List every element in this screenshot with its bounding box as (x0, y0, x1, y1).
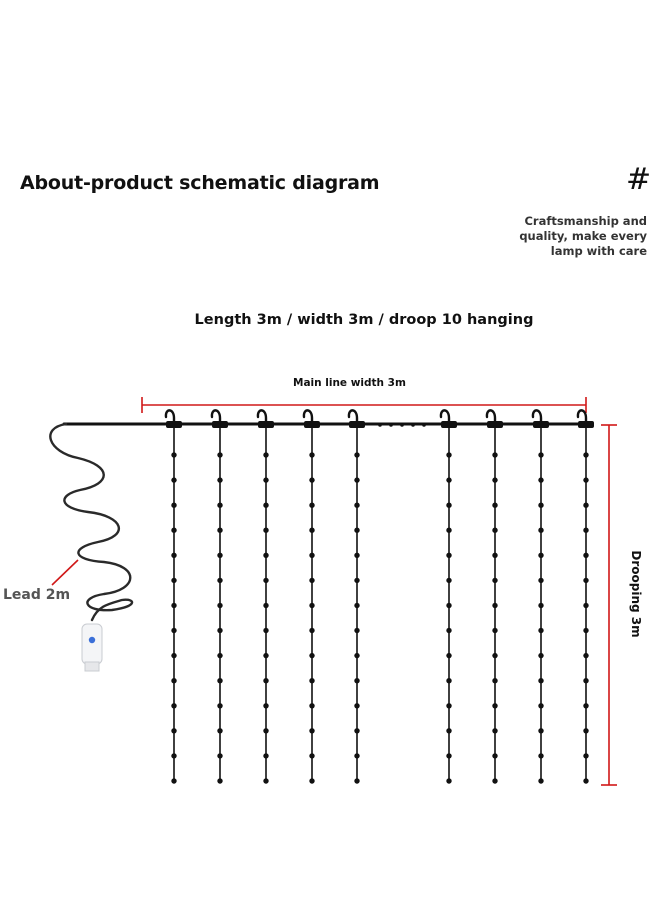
bulb-dot-icon (492, 703, 497, 708)
bulb-dot-icon (354, 553, 359, 558)
bulb-dot-icon (217, 603, 222, 608)
page-title: About-product schematic diagram (20, 172, 380, 194)
bulb-dot-icon (171, 628, 176, 633)
bulb-dot-icon (263, 578, 268, 583)
bulb-dot-icon (492, 528, 497, 533)
bulb-dot-icon (217, 653, 222, 658)
bulb-dot-icon (309, 578, 314, 583)
bulb-dot-icon (492, 452, 497, 457)
bulb-dot-icon (263, 603, 268, 608)
bulb-dot-icon (492, 678, 497, 683)
bulb-dot-icon (446, 553, 451, 558)
bulb-dot-icon (446, 653, 451, 658)
bulb-dot-icon (309, 452, 314, 457)
bulb-dot-icon (492, 753, 497, 758)
light-strand (441, 410, 457, 783)
bulb-dot-icon (492, 728, 497, 733)
bulb-dot-icon (538, 503, 543, 508)
bulb-dot-icon (309, 678, 314, 683)
bulb-dot-icon (354, 528, 359, 533)
bulb-dot-icon (309, 703, 314, 708)
bulb-dot-icon (538, 553, 543, 558)
bulb-dot-icon (492, 503, 497, 508)
bulb-dot-icon (171, 778, 176, 783)
bulb-dot-icon (492, 553, 497, 558)
bulb-dot-icon (583, 653, 588, 658)
light-strand (533, 410, 549, 783)
bulb-dot-icon (492, 477, 497, 482)
bulb-dot-icon (354, 477, 359, 482)
bulb-dot-icon (263, 753, 268, 758)
bulb-dot-icon (446, 578, 451, 583)
bulb-dot-icon (446, 753, 451, 758)
light-strand (349, 410, 365, 783)
bulb-dot-icon (538, 703, 543, 708)
bulb-dot-icon (583, 452, 588, 457)
bulb-dot-icon (309, 628, 314, 633)
bulb-dot-icon (583, 553, 588, 558)
bulb-dot-icon (171, 603, 176, 608)
light-strand (487, 410, 503, 783)
bulb-dot-icon (354, 703, 359, 708)
bulb-dot-icon (446, 628, 451, 633)
bulb-dot-icon (583, 528, 588, 533)
light-strand (212, 410, 228, 783)
bulb-dot-icon (309, 603, 314, 608)
light-strand (304, 410, 320, 783)
bulb-dot-icon (538, 753, 543, 758)
drooping-length-label: Drooping 3m (629, 550, 643, 638)
bulb-dot-icon (538, 653, 543, 658)
bulb-dot-icon (171, 578, 176, 583)
strand-clip (166, 421, 182, 428)
bulb-dot-icon (492, 628, 497, 633)
bulb-dot-icon (263, 503, 268, 508)
bulb-dot-icon (309, 728, 314, 733)
strand-clip (258, 421, 274, 428)
strand-clip (441, 421, 457, 428)
strand-clip (487, 421, 503, 428)
light-strand (258, 410, 274, 783)
bulb-dot-icon (538, 628, 543, 633)
lead-cable (50, 424, 132, 620)
bulb-dot-icon (217, 452, 222, 457)
bulb-dot-icon (538, 477, 543, 482)
bulb-dot-icon (171, 678, 176, 683)
bulb-dot-icon (217, 678, 222, 683)
bulb-dot-icon (354, 603, 359, 608)
bulb-dot-icon (538, 728, 543, 733)
width-dimension-line (142, 397, 586, 413)
bulb-dot-icon (446, 728, 451, 733)
bulb-dot-icon (217, 753, 222, 758)
bulb-dot-icon (263, 477, 268, 482)
hash-symbol: # (626, 162, 652, 197)
lead-length-label: Lead 2m (3, 587, 71, 603)
bulb-dot-icon (538, 603, 543, 608)
bulb-dot-icon (446, 477, 451, 482)
bulb-dot-icon (583, 477, 588, 482)
bulb-dot-icon (217, 477, 222, 482)
bulb-dot-icon (583, 628, 588, 633)
bulb-dot-icon (583, 753, 588, 758)
bulb-dot-icon (492, 653, 497, 658)
strand-clip (578, 421, 594, 428)
bulb-dot-icon (492, 578, 497, 583)
bulb-dot-icon (354, 503, 359, 508)
bulb-dot-icon (446, 703, 451, 708)
bulb-dot-icon (171, 653, 176, 658)
bulb-dot-icon (309, 503, 314, 508)
spec-subtitle: Length 3m / width 3m / droop 10 hanging (194, 312, 534, 328)
bulb-dot-icon (354, 678, 359, 683)
droop-dimension-line (601, 425, 617, 785)
bulb-dot-icon (217, 728, 222, 733)
bulb-dot-icon (583, 578, 588, 583)
bulb-dot-icon (354, 753, 359, 758)
bulb-dot-icon (309, 653, 314, 658)
bulb-dot-icon (446, 778, 451, 783)
bulb-dot-icon (583, 603, 588, 608)
bulb-dot-icon (263, 778, 268, 783)
bulb-dot-icon (309, 528, 314, 533)
bulb-dot-icon (309, 477, 314, 482)
bulb-dot-icon (583, 728, 588, 733)
bulb-dot-icon (538, 578, 543, 583)
usb-plug-icon (82, 624, 102, 671)
bulb-dot-icon (538, 778, 543, 783)
bulb-dot-icon (217, 553, 222, 558)
tagline: Craftsmanship and quality, make every lamp with care (519, 214, 647, 258)
main-line-width-label: Main line width 3m (293, 377, 406, 389)
bulb-dot-icon (263, 678, 268, 683)
bulb-dot-icon (263, 653, 268, 658)
bulb-dot-icon (538, 528, 543, 533)
bulb-dot-icon (263, 528, 268, 533)
light-strand (166, 410, 182, 783)
bulb-dot-icon (492, 603, 497, 608)
hanging-strands (166, 410, 594, 783)
strand-clip (533, 421, 549, 428)
bulb-dot-icon (309, 553, 314, 558)
bulb-dot-icon (263, 728, 268, 733)
bulb-dot-icon (171, 553, 176, 558)
bulb-dot-icon (446, 603, 451, 608)
bulb-dot-icon (171, 728, 176, 733)
bulb-dot-icon (217, 528, 222, 533)
bulb-dot-icon (538, 678, 543, 683)
bulb-dot-icon (309, 753, 314, 758)
bulb-dot-icon (583, 503, 588, 508)
bulb-dot-icon (217, 503, 222, 508)
bulb-dot-icon (354, 452, 359, 457)
bulb-dot-icon (446, 503, 451, 508)
light-strand (578, 410, 594, 783)
bulb-dot-icon (217, 628, 222, 633)
bulb-dot-icon (171, 753, 176, 758)
bulb-dot-icon (583, 778, 588, 783)
bulb-dot-icon (583, 703, 588, 708)
bulb-dot-icon (263, 452, 268, 457)
bulb-dot-icon (538, 452, 543, 457)
strand-clip (304, 421, 320, 428)
bulb-dot-icon (354, 628, 359, 633)
strand-clip (349, 421, 365, 428)
bulb-dot-icon (583, 678, 588, 683)
bulb-dot-icon (446, 452, 451, 457)
bulb-dot-icon (446, 678, 451, 683)
bulb-dot-icon (171, 528, 176, 533)
bulb-dot-icon (217, 578, 222, 583)
bulb-dot-icon (171, 503, 176, 508)
bulb-dot-icon (263, 553, 268, 558)
bulb-dot-icon (446, 528, 451, 533)
bulb-dot-icon (171, 477, 176, 482)
bulb-dot-icon (171, 703, 176, 708)
bulb-dot-icon (354, 728, 359, 733)
bulb-dot-icon (263, 628, 268, 633)
bulb-dot-icon (354, 778, 359, 783)
bulb-dot-icon (217, 778, 222, 783)
strand-clip (212, 421, 228, 428)
bulb-dot-icon (354, 578, 359, 583)
bulb-dot-icon (171, 452, 176, 457)
bulb-dot-icon (309, 778, 314, 783)
bulb-dot-icon (217, 703, 222, 708)
bulb-dot-icon (492, 778, 497, 783)
lead-pointer-line (52, 560, 78, 585)
bulb-dot-icon (354, 653, 359, 658)
bulb-dot-icon (263, 703, 268, 708)
